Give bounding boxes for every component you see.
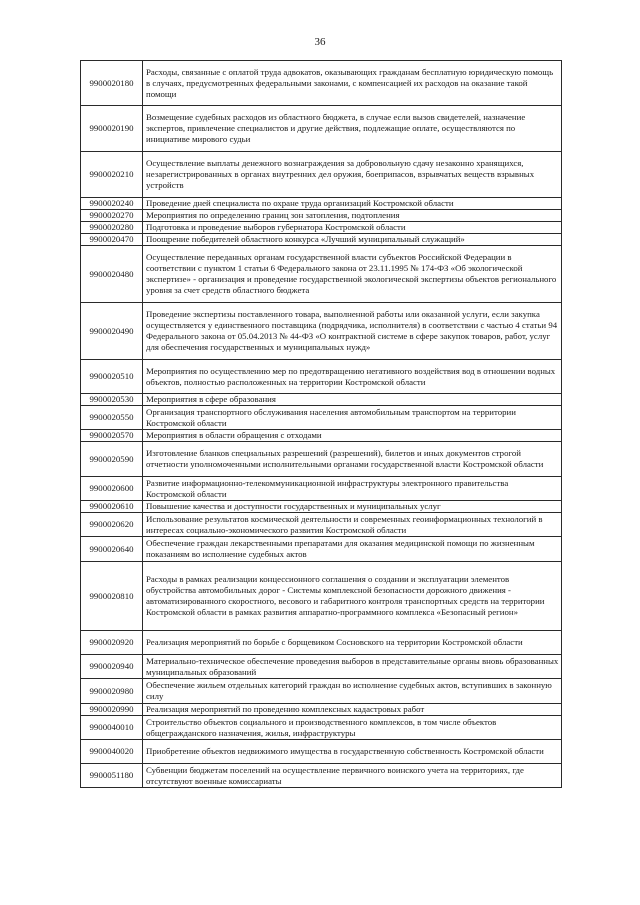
table-row [81, 61, 562, 106]
budget-code: 9900020550 [81, 406, 143, 430]
table-row [81, 303, 562, 360]
expense-description: Мероприятия по осуществлению мер по предотвращению негативного воздействия вод в отношении водных объектов, полностью расположенных на территории Костромской области [143, 360, 562, 394]
budget-code: 9900020590 [81, 442, 143, 477]
budget-code: 9900020490 [81, 303, 143, 360]
budget-code: 9900040020 [81, 740, 143, 764]
expense-description: Осуществление выплаты денежного вознаграждения за добровольную сдачу незаконно хранящихся, незарегистрированных в органах внутренних дел оружия, боеприпасов, взрывчатых веществ взрывных устройств [143, 152, 562, 198]
expense-description: Возмещение судебных расходов из областного бюджета, в случае если вызов свидетелей, назначение экспертов, привлечение специалистов и другие действия, подлежащие оплате, осуществляются по инициативе мирового судьи [143, 106, 562, 152]
budget-code: 9900020280 [81, 222, 143, 234]
expense-description: Обеспечение граждан лекарственными препаратами для оказания медицинской помощи по жизненным показаниям во исполнение судебных актов [143, 537, 562, 562]
expense-description: Изготовление бланков специальных разрешений (разрешений), билетов и иных документов строгой отчетности уполномоченными исполнительными органами государственной власти Костромской области [143, 442, 562, 477]
budget-code: 9900020600 [81, 477, 143, 501]
expense-description: Проведение экспертизы поставленного товара, выполненной работы или оказанной услуги, если закупка осуществляется у единственного поставщика (подрядчика, исполнителя) в соответствии с частью 4 статьи 94 Федерального закона от 05.04.2013 № 44-ФЗ «О контрактной системе в сфере закупок товаров, работ, услуг для обеспечения государственных и муниципальных нужд» [143, 303, 562, 360]
table-row [81, 222, 562, 234]
table-row [81, 764, 562, 788]
budget-code: 9900020270 [81, 210, 143, 222]
budget-code: 9900020610 [81, 501, 143, 513]
expense-description: Проведение дней специалиста по охране труда организаций Костромской области [143, 198, 562, 210]
table-row [81, 631, 562, 655]
table-row [81, 360, 562, 394]
expense-description: Подготовка и проведение выборов губернатора Костромской области [143, 222, 562, 234]
table-row [81, 106, 562, 152]
table-row [81, 394, 562, 406]
table-row [81, 210, 562, 222]
budget-code: 9900020190 [81, 106, 143, 152]
table-row [81, 704, 562, 716]
table-row [81, 198, 562, 210]
expense-description: Субвенции бюджетам поселений на осуществление первичного воинского учета на территориях, где отсутствуют военные комиссариаты [143, 764, 562, 788]
table-row [81, 513, 562, 537]
budget-code: 9900020570 [81, 430, 143, 442]
budget-code: 9900020940 [81, 655, 143, 679]
expense-description: Осуществление переданных органам государственной власти субъектов Российской Федерации в соответствии с пунктом 1 статьи 6 Федерального закона от 23.11.1995 № 174-ФЗ «Об экологической экспертизе» - организация и проведение государственной экологической экспертизы объектов регионального уровня за счет средств областного бюджета [143, 246, 562, 303]
budget-code: 9900020620 [81, 513, 143, 537]
budget-code: 9900020990 [81, 704, 143, 716]
expense-description: Расходы, связанные с оплатой труда адвокатов, оказывающих гражданам бесплатную юридическую помощь в случаях, предусмотренных федеральными законами, с компенсацией их расходов на оказание такой помощи [143, 61, 562, 106]
budget-code: 9900040010 [81, 716, 143, 740]
budget-code: 9900020530 [81, 394, 143, 406]
table-row [81, 537, 562, 562]
budget-codes-table [80, 60, 562, 788]
table-row [81, 655, 562, 679]
expense-description: Мероприятия в области обращения с отходами [143, 430, 562, 442]
table-row [81, 679, 562, 704]
expense-description: Повышение качества и доступности государственных и муниципальных услуг [143, 501, 562, 513]
budget-code: 9900020480 [81, 246, 143, 303]
expense-description: Реализация мероприятий по проведению комплексных кадастровых работ [143, 704, 562, 716]
expense-description: Использование результатов космической деятельности и современных геоинформационных технологий в интересах социально-экономического развития Костромской области [143, 513, 562, 537]
expense-description: Материально-техническое обеспечение проведения выборов в представительные органы вновь образованных муниципальных образований [143, 655, 562, 679]
expense-description: Мероприятия в сфере образования [143, 394, 562, 406]
table-row [81, 234, 562, 246]
table-row [81, 716, 562, 740]
expense-description: Приобретение объектов недвижимого имущества в государственную собственность Костромской области [143, 740, 562, 764]
expense-description: Строительство объектов социального и производственного комплексов, в том числе объектов общегражданского назначения, жилья, инфраструктуры [143, 716, 562, 740]
table-row [81, 501, 562, 513]
page-number: 36 [314, 36, 326, 48]
table-row [81, 406, 562, 430]
expense-description: Поощрение победителей областного конкурса «Лучший муниципальный служащий» [143, 234, 562, 246]
budget-code: 9900020510 [81, 360, 143, 394]
table-row [81, 562, 562, 631]
budget-code: 9900020240 [81, 198, 143, 210]
table-row [81, 477, 562, 501]
expense-description: Реализация мероприятий по борьбе с борщевиком Сосновского на территории Костромской области [143, 631, 562, 655]
budget-code: 9900020210 [81, 152, 143, 198]
expense-description: Развитие информационно-телекоммуникационной инфраструктуры электронного правительства Костромской области [143, 477, 562, 501]
budget-code: 9900020640 [81, 537, 143, 562]
expense-description: Обеспечение жильем отдельных категорий граждан во исполнение судебных актов, вступивших в законную силу [143, 679, 562, 704]
budget-code: 9900020470 [81, 234, 143, 246]
table-row [81, 152, 562, 198]
table-row [81, 442, 562, 477]
budget-code: 9900020810 [81, 562, 143, 631]
table-row [81, 430, 562, 442]
budget-code: 9900020920 [81, 631, 143, 655]
table-row [81, 246, 562, 303]
budget-code: 9900020980 [81, 679, 143, 704]
budget-code: 9900051180 [81, 764, 143, 788]
expense-description: Мероприятия по определению границ зон затопления, подтопления [143, 210, 562, 222]
budget-code: 9900020180 [81, 61, 143, 106]
expense-description: Расходы в рамках реализации концессионного соглашения о создании и эксплуатации элементов обустройства автомобильных дорог - Системы комплексной безопасности дорожного движения - автоматизированного скоростного, весового и габаритного контроля транспортных средств на территории Костромской области в рамках развития аппаратно-программного комплекса «Безопасный регион» [143, 562, 562, 631]
table-row [81, 740, 562, 764]
expense-description: Организация транспортного обслуживания населения автомобильным транспортом на территории Костромской области [143, 406, 562, 430]
